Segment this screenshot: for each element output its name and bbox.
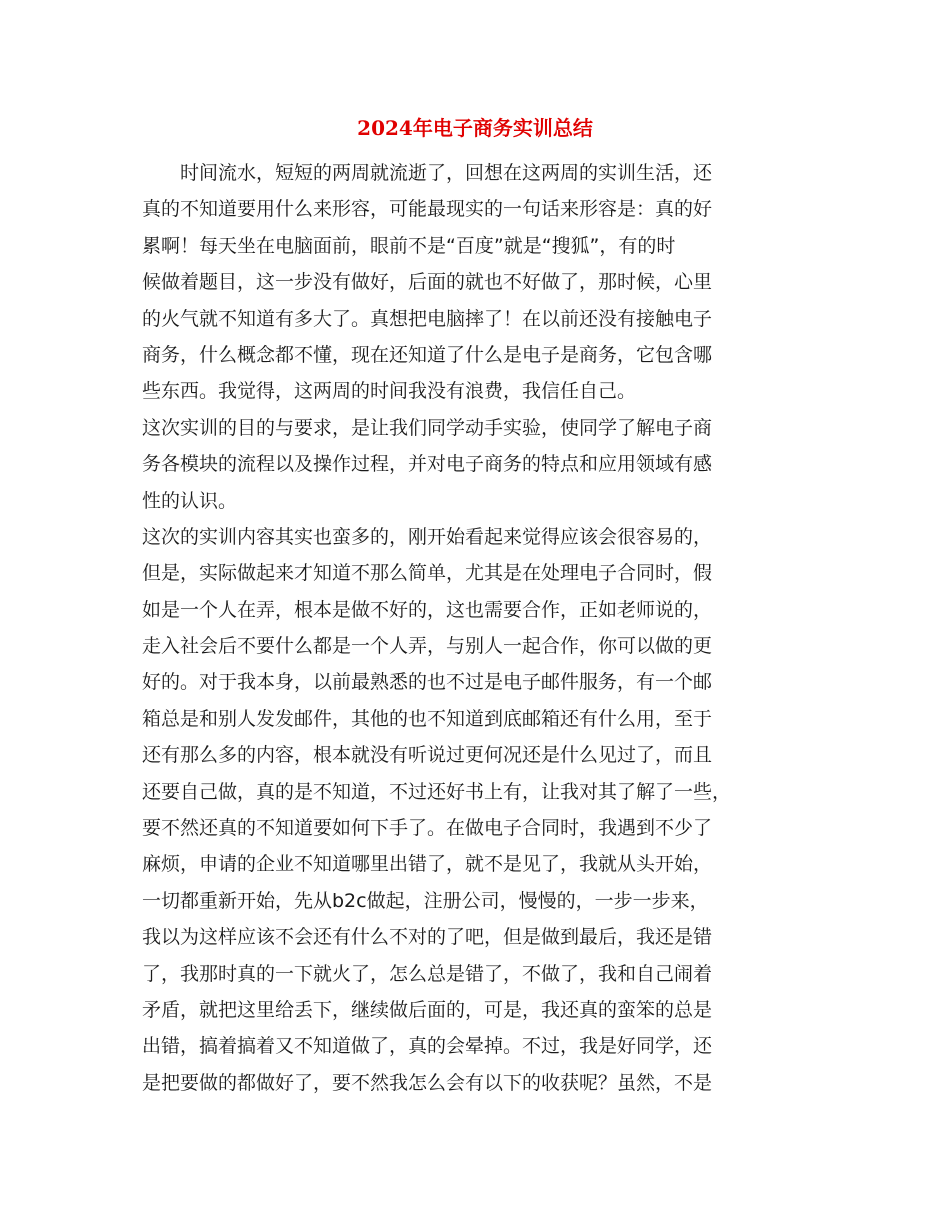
paragraph-line: 这次的实训内容其实也蛮多的，刚开始看起来觉得应该会很容易的， [142,525,713,548]
paragraph-line: 商务，什么概念都不懂，现在还知道了什么是电子是商务，它包含哪 [142,343,713,366]
paragraph-line: 是把要做的都做好了，要不然我怎么会有以下的收获呢？虽然，不是 [142,1071,713,1094]
paragraph-line: 了，我那时真的一下就火了，怎么总是错了，不做了，我和自己闹着 [142,962,713,985]
paragraph-line: 的火气就不知道有多大了。真想把电脑摔了！在以前还没有接触电子 [142,307,713,330]
paragraph-line: 出错，搞着搞着又不知道做了，真的会晕掉。不过，我是好同学，还 [142,1035,713,1058]
paragraph-line: 但是，实际做起来才知道不那么简单，尤其是在处理电子合同时，假 [142,562,713,585]
paragraph-line: 候做着题目，这一步没有做好，后面的就也不好做了，那时候，心里 [142,271,713,294]
paragraph-line: 如是一个人在弄，根本是做不好的，这也需要合作，正如老师说的， [142,598,713,621]
paragraph-line: 我以为这样应该不会还有什么不对的了吧，但是做到最后，我还是错 [142,926,713,949]
paragraph-line: 还有那么多的内容，根本就没有听说过更何况还是什么见过了，而且 [142,744,713,767]
paragraph-line: 些东西。我觉得，这两周的时间我没有浪费，我信任自己。 [142,380,637,403]
paragraph-line: 真的不知道要用什么来形容，可能最现实的一句话来形容是：真的好 [142,198,713,221]
paragraph-line: 走入社会后不要什么都是一个人弄，与别人一起合作，你可以做的更 [142,635,713,658]
paragraph-line: 还要自己做，真的是不知道，不过还好书上有，让我对其了解了一些， [142,780,732,803]
paragraph-line: 矛盾，就把这里给丢下，继续做后面的，可是，我还真的蛮笨的总是 [142,998,713,1021]
paragraph-line: 好的。对于我本身，以前最熟悉的也不过是电子邮件服务，有一个邮 [142,671,713,694]
paragraph-line: 时间流水，短短的两周就流逝了，回想在这两周的实训生活，还 [180,162,713,184]
paragraph-line: 箱总是和别人发发邮件，其他的也不知道到底邮箱还有什么用，至于 [142,707,713,730]
document-body [142,155,812,1101]
paragraph-line: 这次实训的目的与要求，是让我们同学动手实验，使同学了解电子商 [142,416,713,439]
paragraph-line: 累啊！每天坐在电脑面前，眼前不是“百度”就是“搜狐”，有的时 [142,234,676,257]
paragraph-line: 务各模块的流程以及操作过程，并对电子商务的特点和应用领域有感 [142,453,713,476]
paragraph-line: 要不然还真的不知道要如何下手了。在做电子合同时，我遇到不少了 [142,817,713,840]
document-title: 2024年电子商务实训总结 [357,116,593,140]
paragraph-line: 性的认识。 [142,489,238,512]
paragraph-line: 麻烦，申请的企业不知道哪里出错了，就不是见了，我就从头开始， [142,853,713,876]
paragraph-line: 一切都重新开始，先从b2c做起，注册公司，慢慢的，一步一步来， [142,889,709,912]
